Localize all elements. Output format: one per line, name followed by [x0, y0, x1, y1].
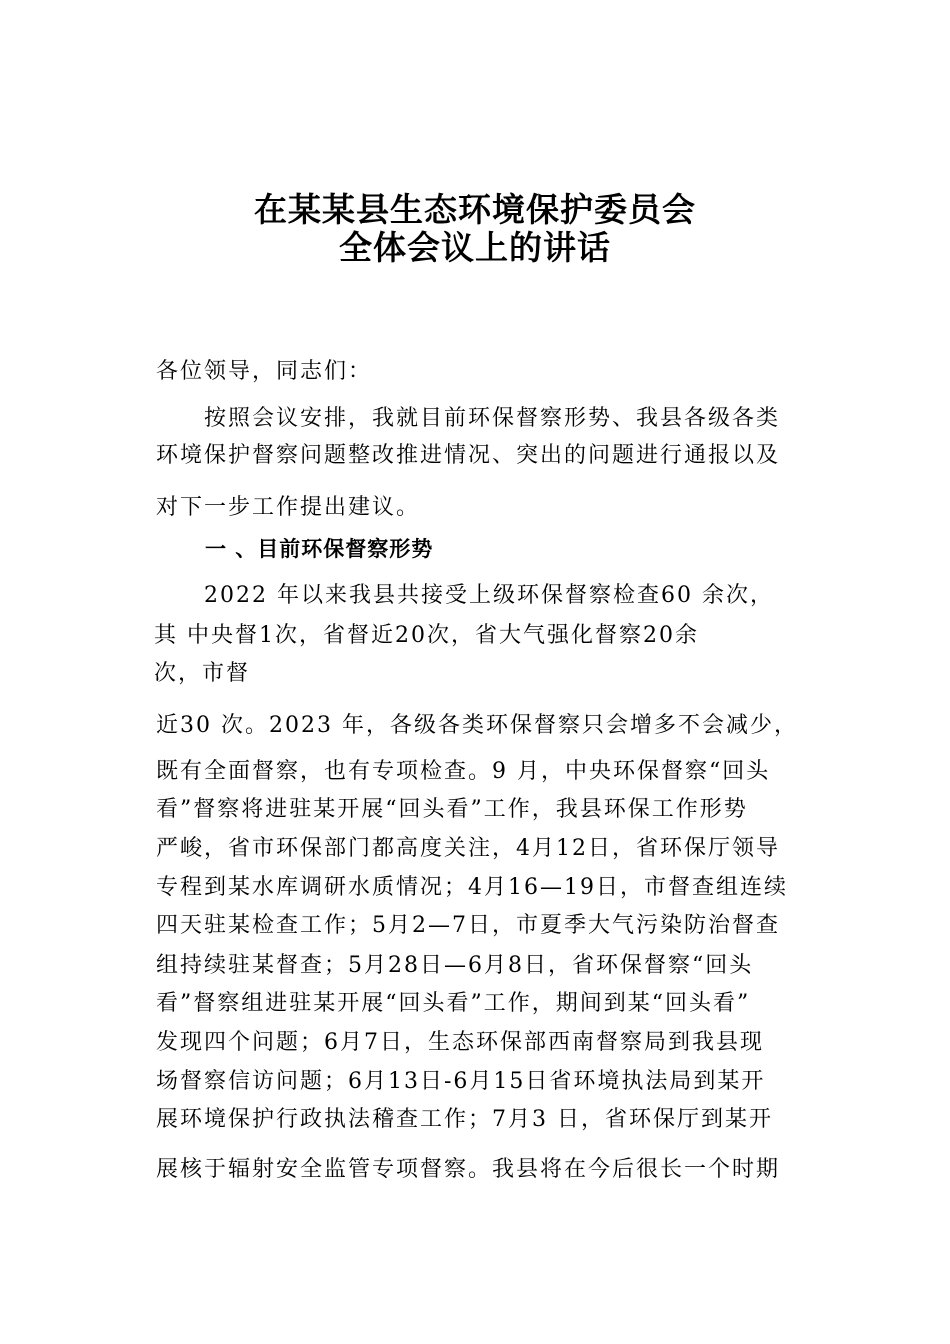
salutation: 各位领导，同志们： — [156, 359, 373, 384]
paragraph-line: 2022 年以来我县共接受上级环保督察检查60 余次， — [180, 583, 774, 608]
paragraph-line: 专程到某水库调研水质情况；4月16—19日，市督查组连续 — [156, 875, 788, 900]
paragraph-line: 严峻，省市环保部门都高度关注，4月12日，省环保厅领导 — [156, 836, 780, 861]
paragraph-line: 既有全面督察，也有专项检查。9 月，中央环保督察“回头 — [156, 759, 771, 784]
paragraph-line: 场督察信访问题；6月13日-6月15日省环境执法局到某开 — [156, 1069, 766, 1094]
paragraph-line: 展核于辐射安全监管专项督察。我县将在今后很长一个时期 — [156, 1157, 781, 1182]
paragraph-line: 环境保护督察问题整改推进情况、突出的问题进行通报以及 — [156, 443, 781, 468]
paragraph-line: 展环境保护行政执法稽查工作；7月3 日，省环保厅到某开 — [156, 1107, 773, 1132]
paragraph-line: 四天驻某检查工作；5月2—7日，市夏季大气污染防治督查 — [156, 913, 780, 938]
paragraph-line: 其 中央督1次，省督近20次，省大气强化督察20余 — [154, 623, 699, 648]
paragraph-line: 看”督察将进驻某开展“回头看”工作，我县环保工作形势 — [156, 797, 748, 822]
paragraph-line: 组持续驻某督查；5月28日—6月8日，省环保督察“回头 — [156, 953, 754, 978]
section-heading: 一 、目前环保督察形势 — [205, 537, 434, 561]
paragraph-line: 次，市督 — [154, 661, 251, 686]
paragraph-line: 发现四个问题；6月7日，生态环保部西南督察局到我县现 — [156, 1030, 764, 1055]
paragraph-line: 近30 次。2023 年，各级各类环保督察只会增多不会减少， — [156, 713, 798, 738]
document-title-line-1: 在某某县生态环境保护委员会 — [254, 190, 696, 229]
document-title-line-2: 全体会议上的讲话 — [339, 228, 611, 267]
paragraph-line: 对下一步工作提出建议。 — [156, 495, 421, 520]
paragraph-line: 看”督察组进驻某开展“回头看”工作，期间到某“回头看” — [156, 991, 751, 1016]
paragraph-line: 按照会议安排，我就目前环保督察形势、我县各级各类 — [180, 406, 781, 431]
